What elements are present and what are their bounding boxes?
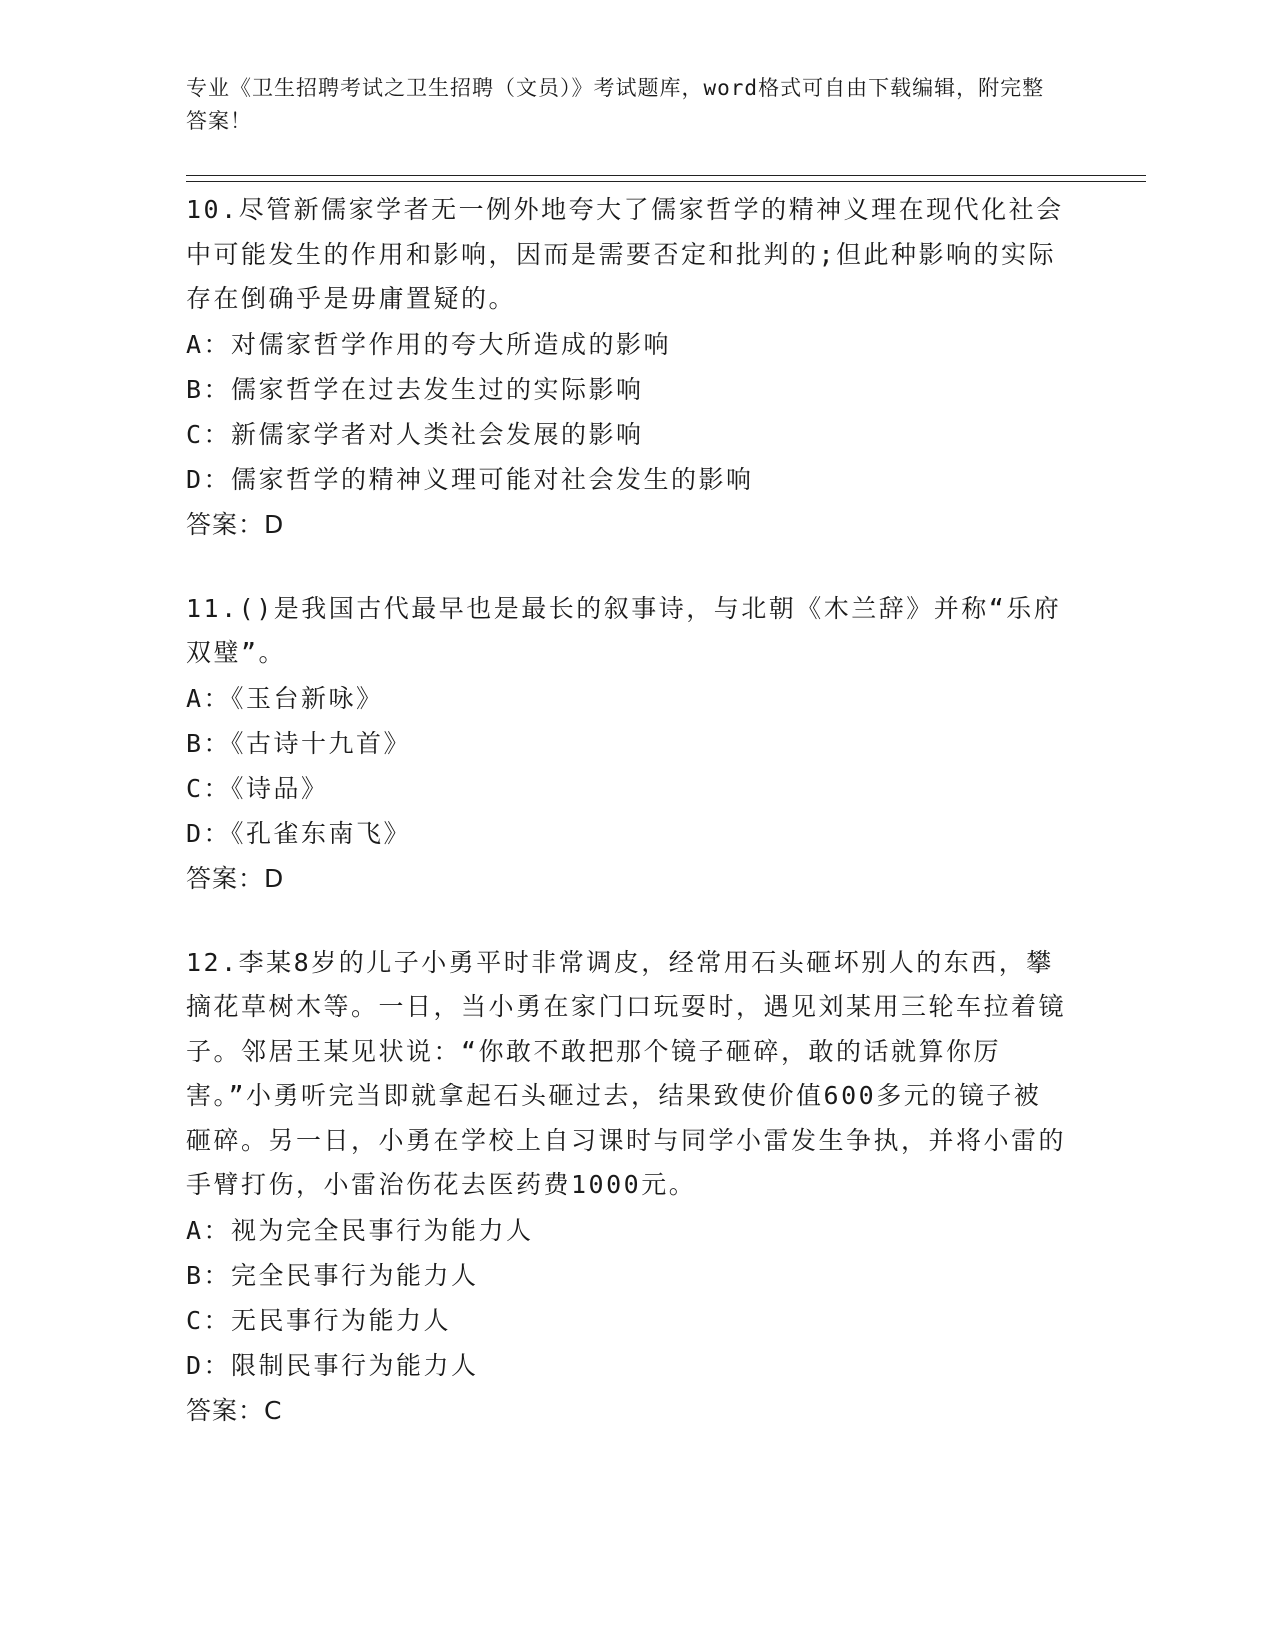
header-divider-bottom xyxy=(186,181,1146,182)
question-list xyxy=(186,188,1066,1473)
option-d: D：儒家哲学的精神义理可能对社会发生的影响 xyxy=(186,464,754,494)
option-a: A：对儒家哲学作用的夸大所造成的影响 xyxy=(186,329,672,359)
question-11 xyxy=(186,587,1066,901)
header-divider-top xyxy=(186,175,1146,176)
option-a: A：《玉台新咏》 xyxy=(186,683,384,713)
answer-label: 答案：D xyxy=(186,863,285,893)
option-c: C：《诗品》 xyxy=(186,773,329,803)
answer-label: 答案：C xyxy=(186,1395,283,1425)
option-a: A：视为完全民事行为能力人 xyxy=(186,1215,534,1245)
option-c: C：新儒家学者对人类社会发展的影响 xyxy=(186,419,644,449)
option-b: B：儒家哲学在过去发生过的实际影响 xyxy=(186,374,644,404)
document-header xyxy=(186,72,1066,138)
answer-label: 答案：D xyxy=(186,509,285,539)
option-c: C：无民事行为能力人 xyxy=(186,1305,452,1335)
option-d: D：限制民事行为能力人 xyxy=(186,1350,479,1380)
question-stem: 11.()是我国古代最早也是最长的叙事诗，与北朝《木兰辞》并称“乐府双璧”。 xyxy=(186,593,1062,667)
question-stem: 12.李某8岁的儿子小勇平时非常调皮，经常用石头砸坏别人的东西，攀摘花草树木等。一日，当小勇在家门口玩耍时，遇见刘某用三轮车拉着镜子。邻居王某见状说：“你敢不敢把那个镜子砸碎，敢的话就算你厉害。”小勇听完当即就拿起石头砸过去，结果致使价值600多元的镜子被砸碎。另一日，小勇在学校上自习课时与同学小雷发生争执，并将小雷的手臂打伤，小雷治伤花去医药费1000元。 xyxy=(186,947,1067,1199)
option-d: D：《孔雀东南飞》 xyxy=(186,818,412,848)
option-b: B：《古诗十九首》 xyxy=(186,728,412,758)
question-12 xyxy=(186,941,1066,1433)
option-b: B：完全民事行为能力人 xyxy=(186,1260,479,1290)
question-stem: 10.尽管新儒家学者无一例外地夸大了儒家哲学的精神义理在现代化社会中可能发生的作用和影响，因而是需要否定和批判的;但此种影响的实际存在倒确乎是毋庸置疑的。 xyxy=(186,195,1064,313)
header-intro-text: 专业《卫生招聘考试之卫生招聘（文员）》考试题库，word格式可自由下载编辑，附完整答案！ xyxy=(186,76,1045,133)
question-10 xyxy=(186,188,1066,547)
